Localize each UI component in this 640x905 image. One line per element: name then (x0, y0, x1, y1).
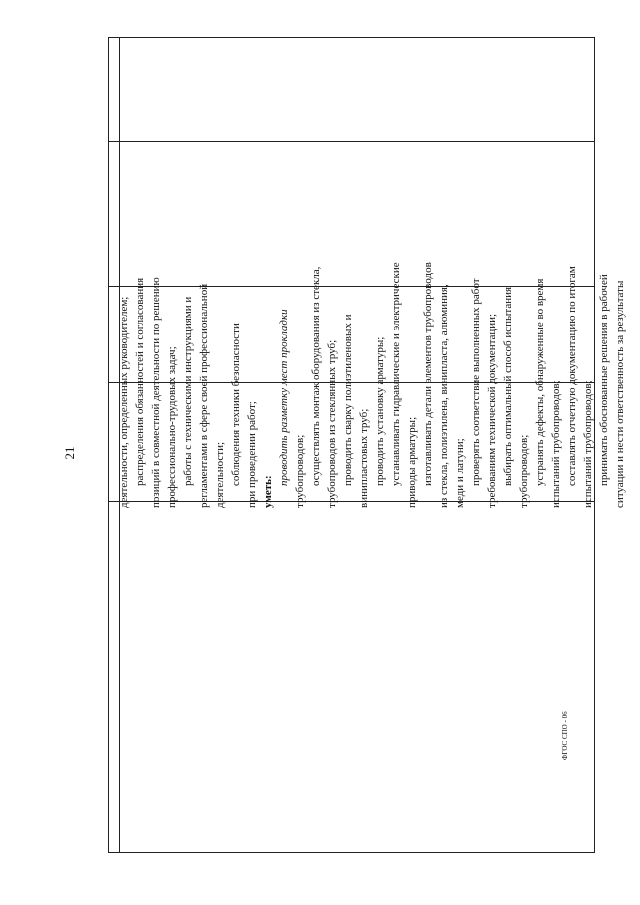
text-line: проверять соответствие выполненных работ (470, 278, 482, 486)
text-line: профессионально-трудовых задач; (166, 346, 178, 508)
text-line: трубопроводов; (518, 434, 530, 508)
text-line: соблюдения техники безопасности (230, 323, 242, 486)
text-line: приводы арматуры; (406, 416, 418, 508)
text-line: испытаний трубопроводов; (550, 380, 562, 508)
text-line-heading: уметь: (262, 475, 274, 508)
row-divider (109, 141, 594, 142)
text-line: позиций в совместной деятельности по решению (150, 277, 162, 508)
text-line: проводить установку арматуры; (374, 336, 386, 486)
text-line: ситуации и нести ответственность за результаты (614, 280, 626, 508)
text-line: устанавливать гидравлические и электрические (390, 262, 402, 486)
text-line: выбирать оптимальный способ испытания (502, 286, 514, 486)
page-number: 21 (62, 446, 77, 460)
text-line: распределения обязанностей и согласования (134, 277, 146, 486)
text-line: деятельности, определенных руководителем; (118, 296, 130, 508)
text-line: из стекла, полиэтилена, винипласта, алюминия, (438, 284, 450, 508)
text-line: работы с техническими инструкциями и (182, 296, 194, 486)
text-line: деятельности; (214, 441, 226, 508)
text-line: регламентами в сфере своей профессиональной (198, 283, 210, 508)
text-line: составлять отчетную документацию по итогам (566, 266, 578, 486)
text-line: изготавливать детали элементов трубопроводов (422, 262, 434, 486)
text-line: при проведении работ; (246, 401, 258, 508)
text-line: меди и латуни; (454, 438, 466, 508)
competency-table (108, 37, 626, 853)
text-line: трубопроводов из стеклянных труб; (326, 339, 338, 508)
text-line: устранять дефекты, обнаруженные во время (534, 278, 546, 486)
skills-cell (116, 170, 626, 508)
text-line: винипластовых труб; (358, 408, 370, 508)
text-line: проводить разметку мест прокладки (278, 309, 290, 486)
text-line: принимать обоснованные решения в рабочей (598, 274, 610, 486)
text-line: требованиям технической документации; (486, 313, 498, 508)
footer-standard-code: ФГОС СПО - 06 (561, 711, 569, 760)
text-line: испытаний трубопроводов; (582, 380, 594, 508)
text-line: осуществлять монтаж оборудования из стекла, (310, 266, 322, 486)
text-line: трубопроводов; (294, 434, 306, 508)
text-line: проводить сварку полиэтиленовых и (342, 314, 354, 486)
